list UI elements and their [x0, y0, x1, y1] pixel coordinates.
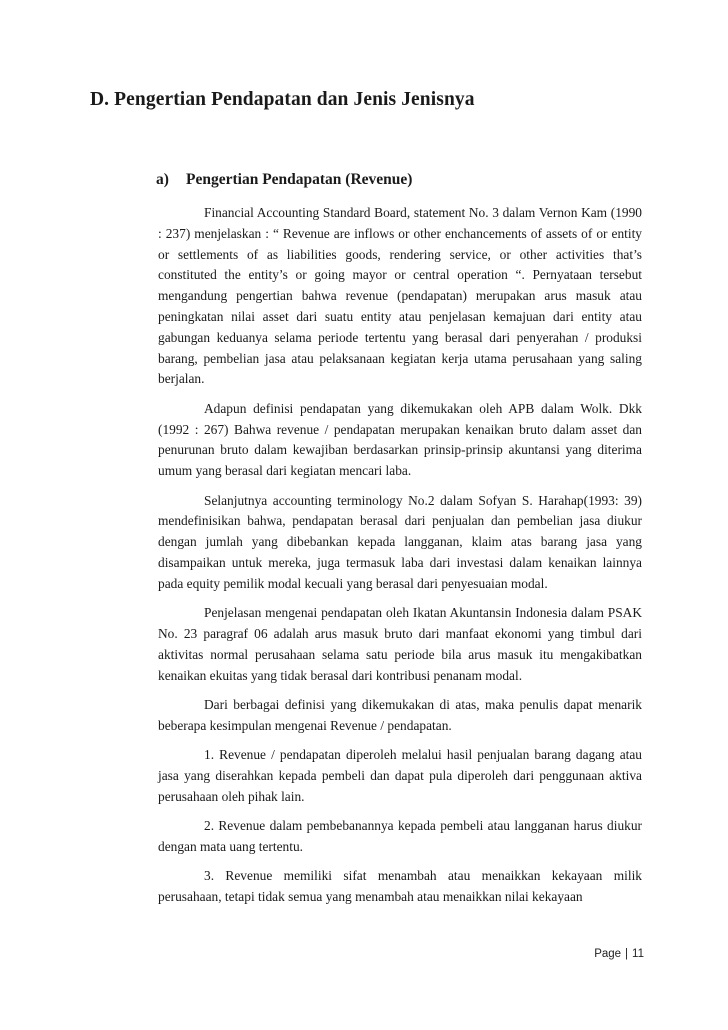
page-number: 11: [632, 948, 644, 960]
footer-separator: |: [625, 948, 629, 960]
page-footer: [594, 948, 644, 960]
paragraph-apb-definition: Adapun definisi pendapatan yang dikemukakan oleh APB dalam Wolk. Dkk (1992 : 267) Bahwa revenue / pendapatan merupakan kenaikan bruto dalam asset dan penurunan bruto dalam kewajiban berdasarkan prinsip-prinsip akuntansi yang diterima umum yang berasal dari kegiatan mencari laba.: [158, 400, 642, 479]
paragraph-fasb-definition: Financial Accounting Standard Board, statement No. 3 dalam Vernon Kam (1990 : 237) menjelaskan : “ Revenue are inflows or other enchancements of assets of or entity or settlements of as liabilities goods, rendering service, or other activities that’s constituted the entity’s or going mayor or central operation “. Pernyataan tersebut mengandung pengertian bahwa revenue (pendapatan) merupakan arus masuk atau peningkatan nilai asset dari suatu entity atau penjelasan kemajuan dari entity atau gabungan keduanya selama periode tertentu yang berasal dari penyerahan / produksi barang, pembelian jasa atau pelaksanaan kegiatan kerja utama perusahaan yang saling berjalan.: [158, 205, 642, 387]
paragraph-psak-definition: Penjelasan mengenai pendapatan oleh Ikatan Akuntansin Indonesia dalam PSAK No. 23 paragraf 06 adalah arus masuk bruto dari manfaat ekonomi yang timbul dari aktivitas normal perusahaan selama satu periode bila arus masuk itu mengakibatkan kenaikan ekuitas yang tidak berasal dari kontribusi penanam modal.: [158, 605, 642, 683]
chapter-heading: D. Pengertian Pendapatan dan Jenis Jenisnya: [90, 89, 475, 110]
section-label: a): [156, 171, 169, 188]
section-heading: [156, 171, 412, 189]
section-title: Pengertian Pendapatan (Revenue): [186, 171, 413, 188]
paragraph-point-1: 1. Revenue / pendapatan diperoleh melalui hasil penjualan barang dagang atau jasa yang diserahkan kepada pembeli dan dapat pula diperoleh dari penggunaan aktiva perusahaan oleh pihak lain.: [158, 747, 642, 804]
paragraph-point-3: 3. Revenue memiliki sifat menambah atau menaikkan kekayaan milik perusahaan, tetapi tidak semua yang menambah atau menaikkan nilai kekayaan: [158, 868, 642, 905]
paragraph-point-2: 2. Revenue dalam pembebanannya kepada pembeli atau langganan harus diukur dengan mata uang tertentu.: [158, 818, 642, 854]
body-text: [158, 203, 642, 916]
paragraph-accounting-terminology: Selanjutnya accounting terminology No.2 dalam Sofyan S. Harahap(1993: 39) mendefinisikan bahwa, pendapatan berasal dari penjualan dan pembelian jasa diukur dengan jumlah yang dibebankan kepada langganan, klaim atas barang jasa yang disampaikan untuk mereka, juga termasuk laba dari investasi dalam kenaikan lainnya pada equity pemilik modal kecuali yang berasal dari penyesuaian modal.: [158, 492, 642, 591]
page-label: Page: [594, 948, 622, 960]
paragraph-conclusion-intro: Dari berbagai definisi yang dikemukakan di atas, maka penulis dapat menarik beberapa kesimpulan mengenai Revenue / pendapatan.: [158, 696, 642, 733]
